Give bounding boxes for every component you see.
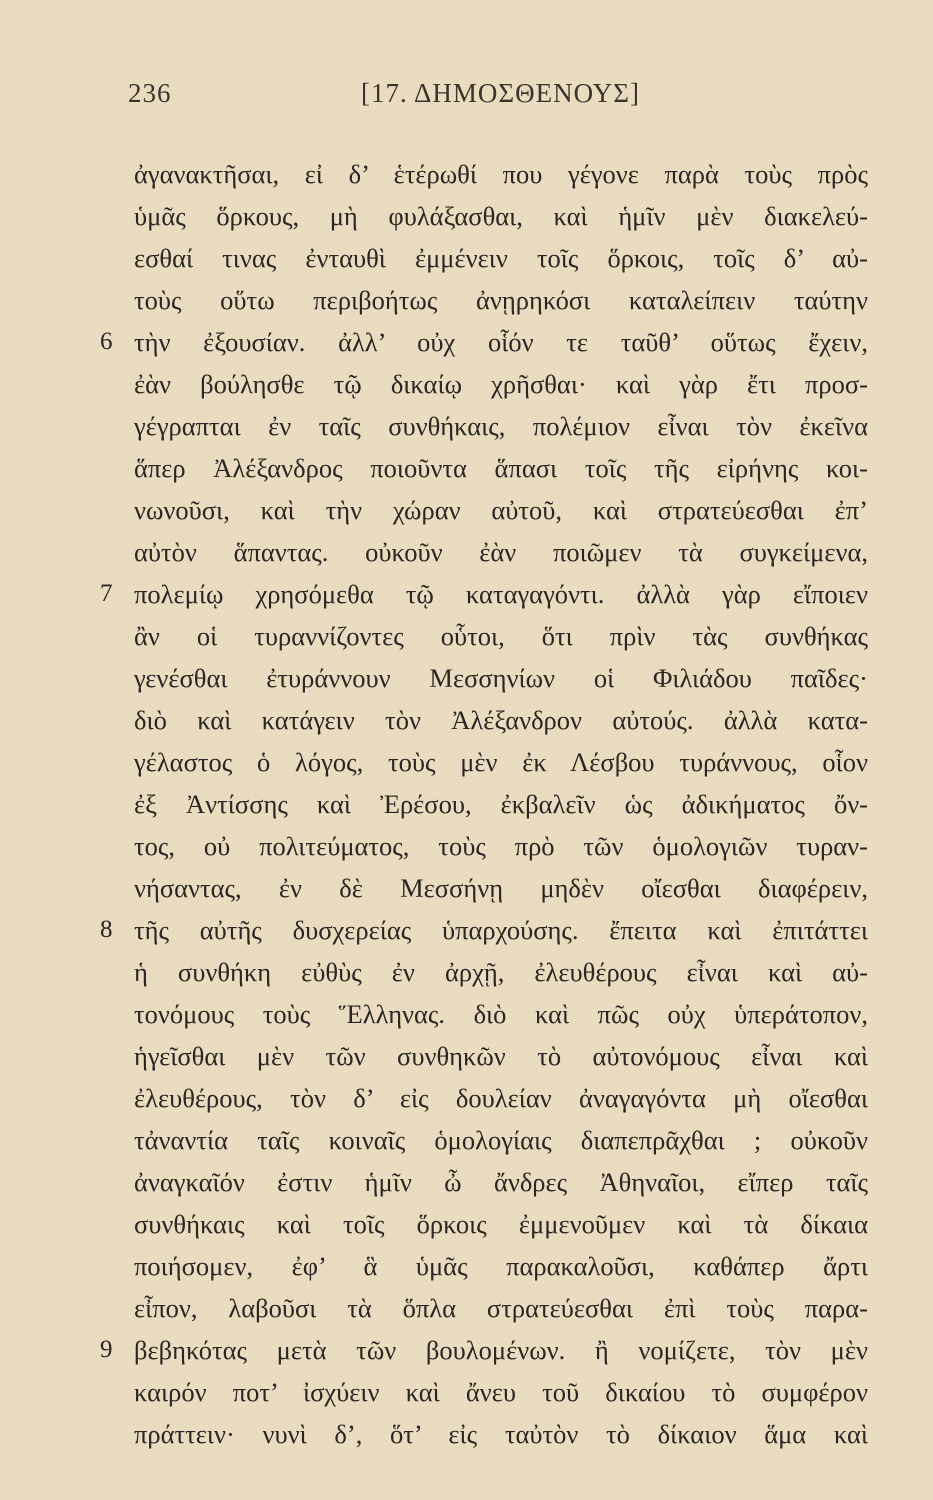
text-line: γέλαστος ὁ λόγος, τοὺς μὲν ἐκ Λέσβου τυράννους, οἷον — [134, 747, 868, 777]
text-line: ἐὰν βούλησθε τῷ δικαίῳ χρῆσθαι· καὶ γὰρ ἔτι προσ- — [134, 369, 868, 399]
text-line: διὸ καὶ κατάγειν τὸν Ἀλέξανδρον αὐτούς. ἀλλὰ κατα- — [134, 705, 868, 735]
text-line: τος, οὐ πολιτεύματος, τοὺς πρὸ τῶν ὁμολογιῶν τυραν- — [134, 831, 868, 861]
text-line: ἐλευθέρους, τὸν δ’ εἰς δουλείαν ἀναγαγόντα μὴ οἴεσθαι — [134, 1083, 868, 1113]
text-line: εσθαί τινας ἐνταυθὶ ἐμμένειν τοῖς ὅρκοις, τοῖς δ’ αὐ- — [134, 243, 868, 273]
page-header — [128, 78, 728, 118]
text-line: τἀναντία ταῖς κοιναῖς ὁμολογίαις διαπεπρᾶχθαι ; οὐκοῦν — [134, 1125, 868, 1155]
text-line: πράττειν· νυνὶ δ’, ὅτ’ εἰς ταὐτὸν τὸ δίκαιον ἅμα καὶ — [134, 1419, 868, 1449]
text-line: ὑμᾶς ὅρκους, μὴ φυλάξασθαι, καὶ ἡμῖν μὲν διακελεύ- — [134, 201, 868, 231]
page-number: 236 — [128, 78, 172, 108]
text-line: τὴν ἐξουσίαν. ἀλλ’ οὐχ οἷόν τε ταῦθ’ οὕτως ἔχειν, — [134, 327, 868, 357]
text-line: ποιήσομεν, ἐφ’ ἃ ὑμᾶς παρακαλοῦσι, καθάπερ ἄρτι — [134, 1251, 868, 1281]
text-line: εἶπον, λαβοῦσι τὰ ὅπλα στρατεύεσθαι ἐπὶ τοὺς παρα- — [134, 1293, 868, 1323]
text-line: ἀναγκαῖόν ἐστιν ἡμῖν ὦ ἄνδρες Ἀθηναῖοι, εἴπερ ταῖς — [134, 1167, 868, 1197]
text-line: νωνοῦσι, καὶ τὴν χώραν αὐτοῦ, καὶ στρατεύεσθαι ἐπ’ — [134, 495, 868, 525]
text-line: συνθήκαις καὶ τοῖς ὅρκοις ἐμμενοῦμεν καὶ τὰ δίκαια — [134, 1209, 868, 1239]
text-line: τονόμους τοὺς Ἕλληνας. διὸ καὶ πῶς οὐχ ὑπεράτοπον, — [134, 999, 868, 1029]
text-line: ἀγανακτῆσαι, εἰ δ’ ἑτέρωθί που γέγονε παρὰ τοὺς πρὸς — [134, 159, 868, 189]
section-number: 9 — [100, 1336, 113, 1363]
text-line: γενέσθαι ἐτυράννουν Μεσσηνίων οἱ Φιλιάδου παῖδες· — [134, 663, 868, 693]
text-line: καιρόν ποτ’ ἰσχύειν καὶ ἄνευ τοῦ δικαίου τὸ συμφέρον — [134, 1377, 868, 1407]
text-line: ἡ συνθήκη εὐθὺς ἐν ἀρχῇ, ἐλευθέρους εἶναι καὶ αὐ- — [134, 957, 868, 987]
text-line: ἐξ Ἀντίσσης καὶ Ἐρέσου, ἐκβαλεῖν ὡς ἀδικήματος ὄν- — [134, 789, 868, 819]
text-line: ἅπερ Ἀλέξανδρος ποιοῦντα ἅπασι τοῖς τῆς εἰρήνης κοι- — [134, 453, 868, 483]
text-line: νήσαντας, ἐν δὲ Μεσσήνῃ μηδὲν οἴεσθαι διαφέρειν, — [134, 873, 868, 903]
text-line: βεβηκότας μετὰ τῶν βουλομένων. ἢ νομίζετε, τὸν μὲν — [134, 1335, 868, 1365]
section-number: 7 — [100, 580, 113, 607]
text-line: αὐτὸν ἅπαντας. οὐκοῦν ἐὰν ποιῶμεν τὰ συγκείμενα, — [134, 537, 868, 567]
section-number: 8 — [100, 916, 113, 943]
text-line: τῆς αὐτῆς δυσχερείας ὑπαρχούσης. ἔπειτα καὶ ἐπιτάττει — [134, 915, 868, 945]
text-line: τοὺς οὕτω περιβοήτως ἀνῃρηκόσι καταλείπειν ταύτην — [134, 285, 868, 315]
text-line: γέγραπται ἐν ταῖς συνθήκαις, πολέμιον εἶναι τὸν ἐκεῖνα — [134, 411, 868, 441]
text-line: ἂν οἱ τυραννίζοντες οὗτοι, ὅτι πρὶν τὰς συνθήκας — [134, 621, 868, 651]
text-line: ἡγεῖσθαι μὲν τῶν συνθηκῶν τὸ αὐτονόμους εἶναι καὶ — [134, 1041, 868, 1071]
section-number: 6 — [100, 328, 113, 355]
running-head: [17. ΔΗΜΟΣΘΕΝΟΥΣ] — [361, 78, 640, 108]
text-line: πολεμίῳ χρησόμεθα τῷ καταγαγόντι. ἀλλὰ γὰρ εἴποιεν — [134, 579, 868, 609]
